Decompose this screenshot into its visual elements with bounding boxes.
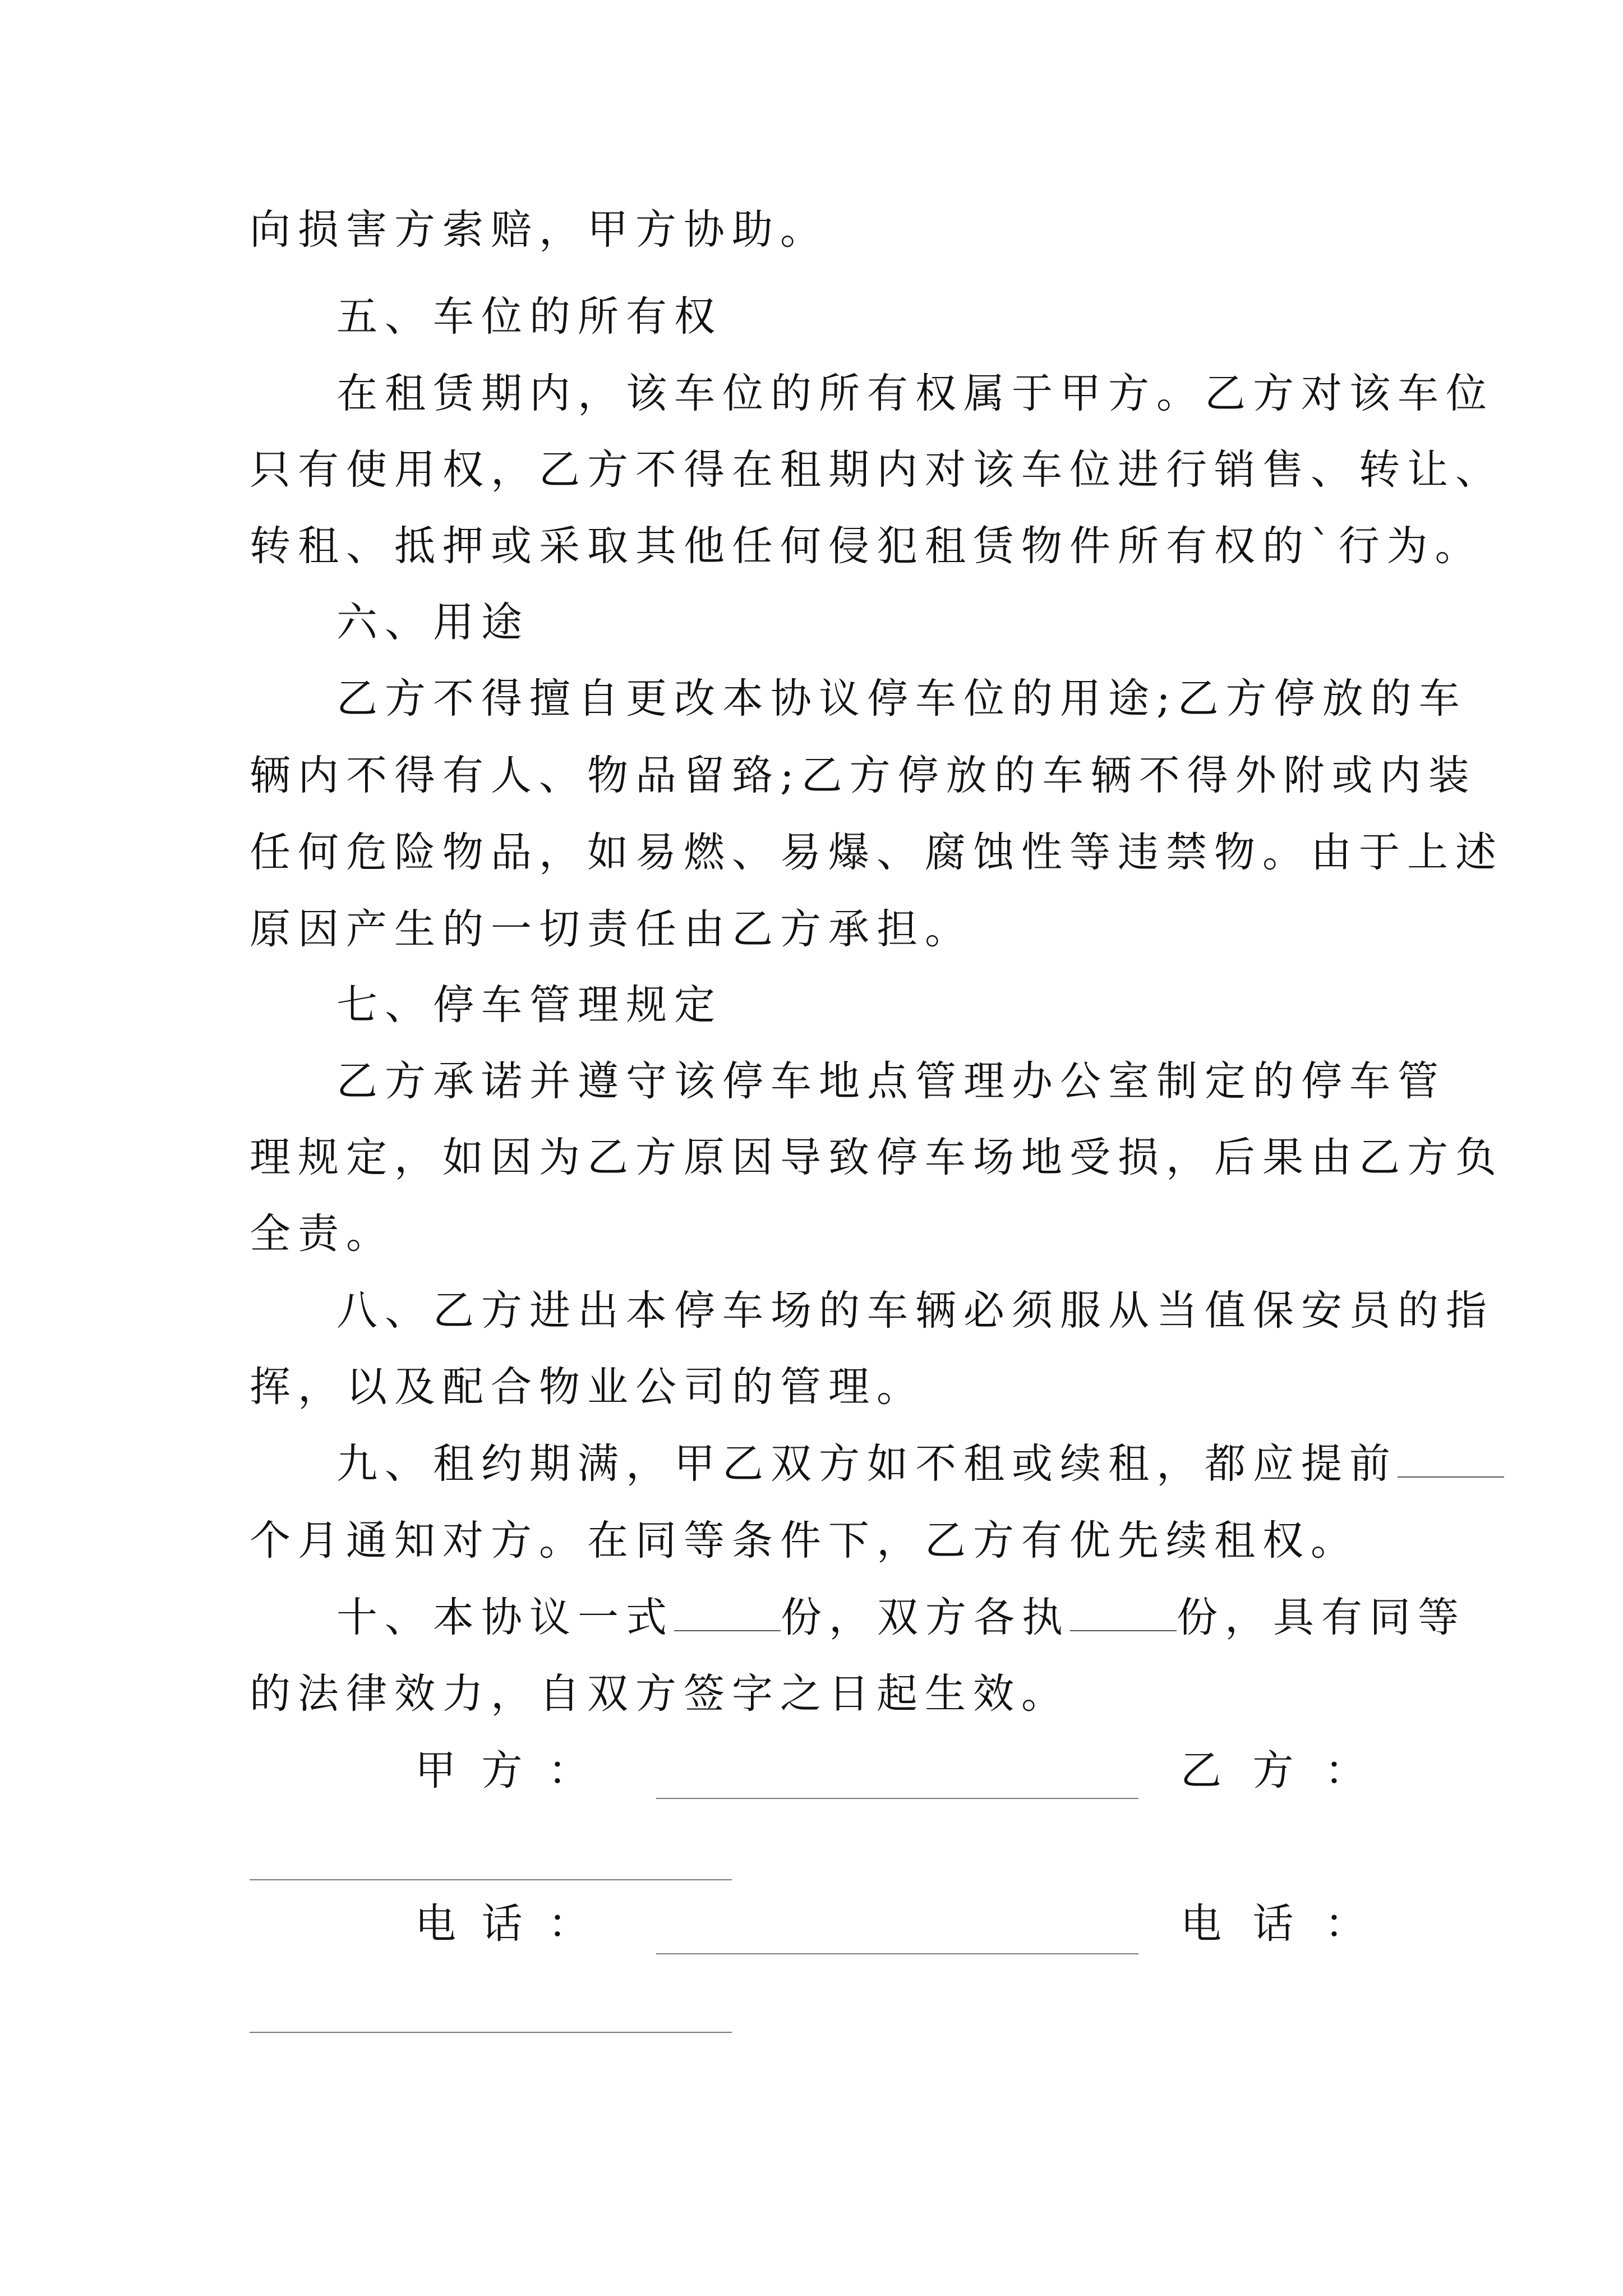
body-line: 在租赁期内，该车位的所有权属于甲方。乙方对该车位: [336, 370, 1494, 417]
body-line: 向损害方索赔，甲方协助。: [250, 206, 828, 254]
clause-10-text: 份，具有同等: [1177, 1594, 1466, 1641]
phone-a-label: 电 话 ：: [415, 1900, 589, 1948]
body-line: 理规定，如因为乙方原因导致停车场地受损，后果由乙方负: [250, 1134, 1504, 1181]
body-line: 辆内不得有人、物品留臵;乙方停放的车辆不得外附或内装: [250, 752, 1477, 799]
body-line: 挥，以及配合物业公司的管理。: [250, 1363, 925, 1411]
body-line: 八、乙方进出本停车场的车辆必须服从当值保安员的指: [336, 1287, 1494, 1335]
body-line: 转租、抵押或采取其他任何侵犯租赁物件所有权的`行为。: [250, 522, 1483, 570]
body-line: 原因产生的一切责任由乙方承担。: [250, 905, 973, 953]
clause-9-text: 九、租约期满，甲乙双方如不租或续租，都应提前: [336, 1440, 1398, 1488]
body-line: [336, 1436, 1398, 1492]
party-a-label: 甲 方 ：: [415, 1747, 589, 1795]
body-line: 的法律效力，自双方签字之日起生效。: [250, 1670, 1069, 1718]
body-line: 乙方不得擅自更改本协议停车位的用途;乙方停放的车: [336, 675, 1467, 723]
section-heading-6: 六、用途: [336, 599, 529, 646]
phone-a-line: [656, 1953, 1138, 1954]
copies-each-blank: [1070, 1591, 1177, 1631]
section-heading-7: 七、停车管理规定: [336, 981, 722, 1029]
body-line: 只有使用权，乙方不得在租期内对该车位进行销售、转让、: [250, 446, 1504, 494]
party-b-label: 乙 方 ：: [1181, 1747, 1366, 1795]
body-line: 个月通知对方。在同等条件下，乙方有优先续租权。: [250, 1517, 1359, 1565]
section-heading-5: 五、车位的所有权: [336, 293, 722, 341]
notice-months-blank: [1398, 1437, 1504, 1478]
body-line: 任何危险物品，如易燃、易爆、腐蚀性等违禁物。由于上述: [250, 829, 1504, 876]
clause-10-text: 份，双方各执: [781, 1594, 1070, 1641]
party-b-signature-line: [250, 1879, 732, 1880]
body-line: 全责。: [250, 1210, 394, 1258]
body-line: [336, 1590, 1466, 1646]
clause-10-text: 十、本协议一式: [336, 1594, 674, 1641]
body-line: 乙方承诺并遵守该停车地点管理办公室制定的停车管: [336, 1057, 1446, 1105]
phone-b-line: [250, 2032, 732, 2033]
total-copies-blank: [674, 1591, 781, 1631]
party-a-signature-line: [656, 1798, 1138, 1799]
phone-b-label: 电 话 ：: [1181, 1900, 1366, 1948]
